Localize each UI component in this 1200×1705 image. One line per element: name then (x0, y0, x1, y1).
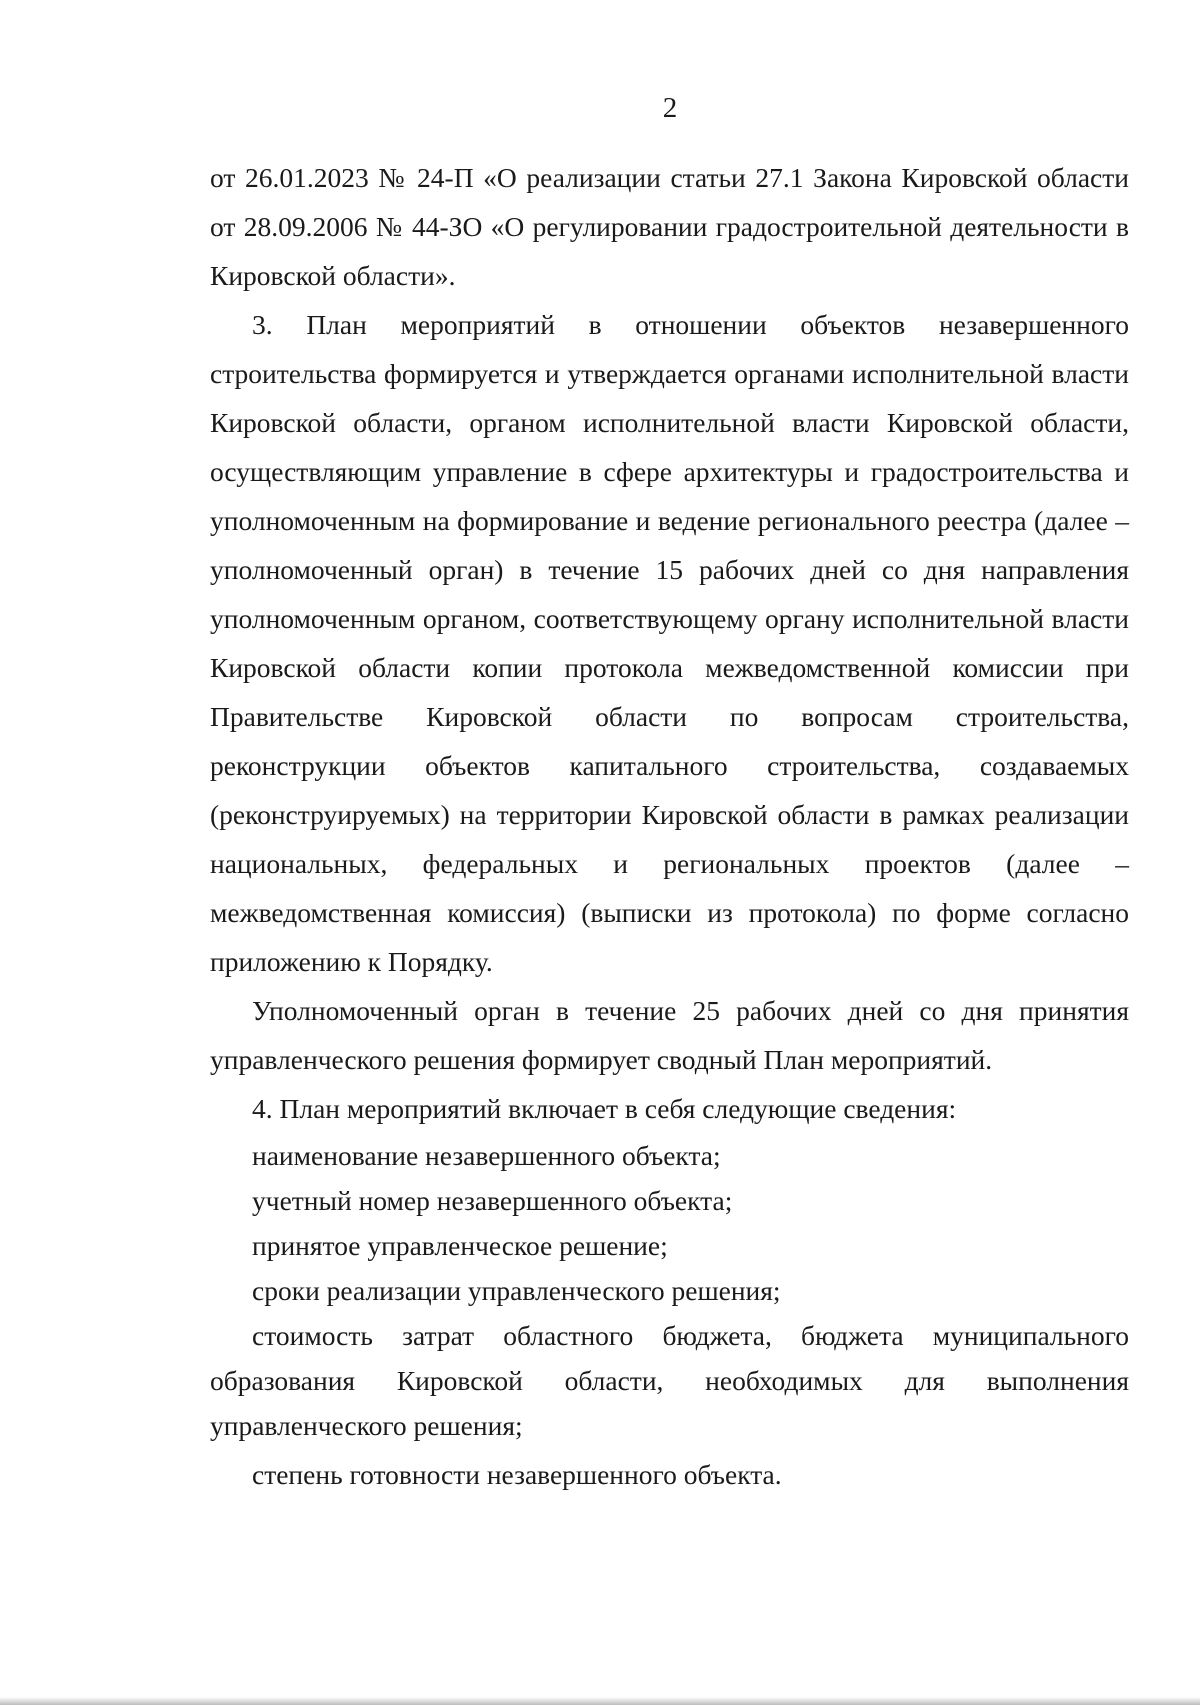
page-number: 2 (662, 92, 678, 124)
paragraph-continuation: от 26.01.2023 № 24-П «О реализации статьи 27.1 Закона Кировской области от 28.09.2006 № 44-ЗО «О регулировании градостроительной деятельности в Кировской области». (210, 162, 1129, 291)
document-body (210, 153, 1129, 1497)
paragraph-authorized-body: Уполномоченный орган в течение 25 рабочих дней со дня принятия управленческого решения формирует сводный План мероприятий. (210, 995, 1129, 1075)
list-item: стоимость затрат областного бюджета, бюджета муниципального образования Кировской области, необходимых для выполнения управленческого решения; (210, 1320, 1129, 1441)
paragraph-item-3: 3. План мероприятий в отношении объектов незавершенного строительства формируется и утверждается органами исполнительной власти Кировской области, органом исполнительной власти Кировской области, осуществляющим управление в сфере архитектуры и градостроительства и уполномоченным на формирование и ведение регионального реестра (далее – уполномоченный орган) в течение 15 рабочих дней со дня направления уполномоченным органом, соответствующему органу исполнительной власти Кировской области копии протокола межведомственной комиссии при Правительстве Кировской области по вопросам строительства, реконструкции объектов капитального строительства, создаваемых (реконструируемых) на территории Кировской области в рамках реализации национальных, федеральных и региональных проектов (далее – межведомственная комиссия) (выписки из протокола) по форме согласно приложению к Порядку. (210, 309, 1129, 977)
list-item: сроки реализации управленческого решения; (252, 1275, 781, 1306)
list-item: принятое управленческое решение; (252, 1230, 668, 1261)
list-item: учетный номер незавершенного объекта; (252, 1185, 733, 1216)
scan-edge-shadow (0, 1697, 1200, 1705)
paragraph-item-4: 4. План мероприятий включает в себя следующие сведения: (252, 1093, 957, 1124)
list-item: наименование незавершенного объекта; (252, 1140, 721, 1171)
list-item: степень готовности незавершенного объекта. (252, 1459, 782, 1490)
